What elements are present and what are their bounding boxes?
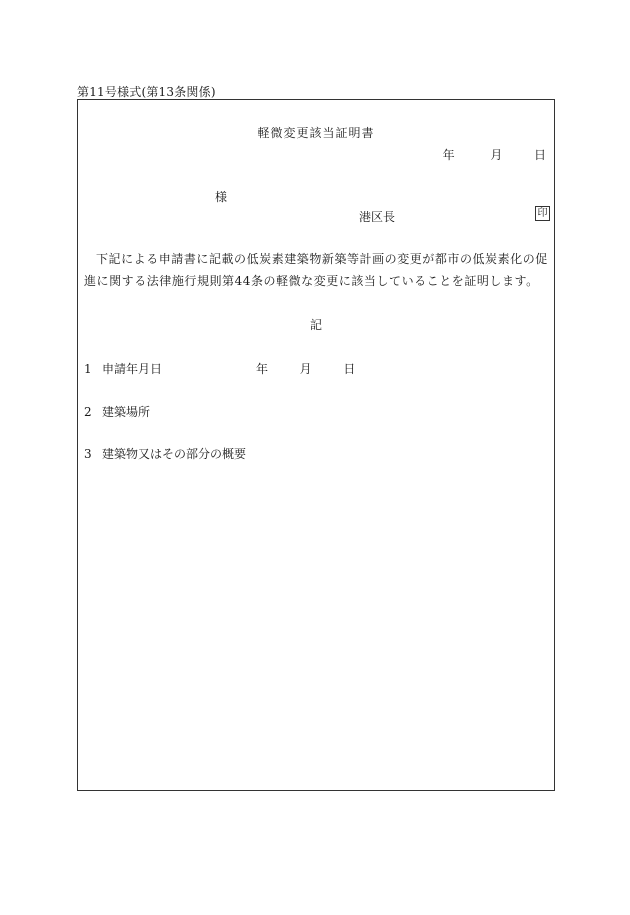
- issue-date-day: 日: [533, 148, 546, 162]
- application-date-month: 月: [299, 362, 312, 376]
- issue-date-year: 年: [442, 148, 455, 162]
- certificate-frame: [77, 99, 555, 791]
- item-number: 1: [84, 362, 92, 376]
- item-building-overview: [84, 445, 246, 462]
- application-date-year: 年: [256, 362, 269, 376]
- item-label: 申請年月日: [102, 362, 163, 376]
- document-title: 軽微変更該当証明書: [257, 126, 375, 140]
- application-date-fields: [256, 360, 355, 377]
- item-label: 建築場所: [102, 405, 151, 419]
- seal-mark: 印: [535, 206, 550, 221]
- item-number: 2: [84, 405, 92, 419]
- item-label: 建築物又はその部分の概要: [102, 447, 247, 461]
- item-application-date: [84, 360, 162, 377]
- issue-date: [443, 146, 546, 163]
- ki-heading: 記: [309, 318, 322, 332]
- addressee: 様: [215, 190, 228, 204]
- issuer: 港区長: [359, 210, 396, 224]
- application-date-day: 日: [343, 362, 356, 376]
- item-number: 3: [84, 447, 92, 461]
- issue-date-month: 月: [490, 148, 503, 162]
- form-number: 第11号様式(第13条関係): [77, 85, 216, 99]
- certificate-body: 下記による申請書に記載の低炭素建築物新築等計画の変更が都市の低炭素化の促進に関する法律施行規則第44条の軽微な変更に該当していることを証明します。: [84, 252, 548, 288]
- item-building-location: [84, 403, 150, 420]
